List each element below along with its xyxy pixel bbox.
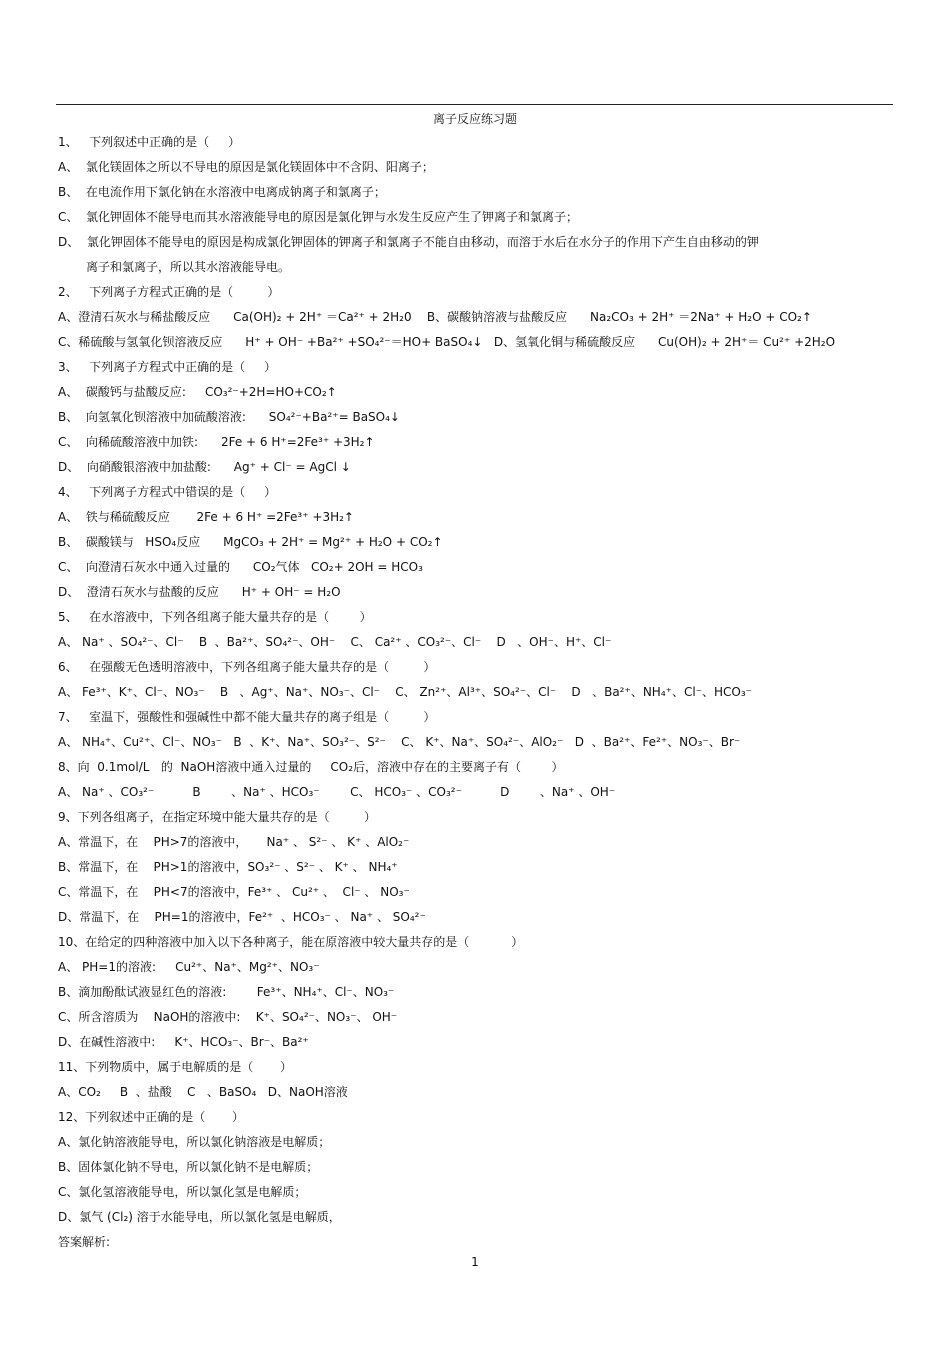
text-line: 7、 室温下，强酸性和强碱性中都不能大量共存的离子组是（ ） [58, 710, 436, 724]
page-number: 1 [471, 1255, 479, 1269]
text-line: 4、 下列离子方程式中错误的是（ ） [58, 485, 277, 499]
text-line: A、 PH=1的溶液: Cu²⁺、Na⁺、Mg²⁺、NO₃⁻ [58, 960, 320, 974]
text-line: 10、在给定的四种溶液中加入以下各种离子，能在原溶液中较大量共存的是（ ） [58, 935, 524, 949]
text-line: 11、下列物质中，属于电解质的是（ ） [58, 1060, 292, 1074]
text-line: A、常温下，在 PH>7的溶液中， Na⁺ 、 S²⁻ 、 K⁺ 、AlO₂⁻ [58, 835, 410, 849]
text-line: 5、 在水溶液中，下列各组离子能大量共存的是（ ） [58, 610, 372, 624]
text-line: D、 向硝酸银溶液中加盐酸: Ag⁺ + Cl⁻ = AgCl ↓ [58, 460, 351, 474]
text-line: A、 Fe³⁺、K⁺、Cl⁻、NO₃⁻ B 、Ag⁺、Na⁺、NO₃⁻、Cl⁻ C、 Zn²⁺、Al³⁺、SO₄²⁻、Cl⁻ D 、Ba²⁺、NH₄⁺、Cl⁻、HCO₃⁻ [58, 685, 753, 699]
text-line: A、 Na⁺ 、CO₃²⁻ B 、Na⁺ 、HCO₃⁻ C、 HCO₃⁻ 、CO₃²⁻ D 、Na⁺ 、OH⁻ [58, 785, 616, 799]
text-line: C、常温下，在 PH<7的溶液中，Fe³⁺ 、 Cu²⁺ 、 Cl⁻ 、 NO₃⁻ [58, 885, 410, 899]
text-line: D、氯气 (Cl₂) 溶于水能导电，所以氯化氢是电解质， [58, 1210, 341, 1224]
text-line: 离子和氯离子，所以其水溶液能导电。 [86, 260, 291, 274]
text-line: D、在碱性溶液中: K⁺、HCO₃⁻、Br⁻、Ba²⁺ [58, 1035, 309, 1049]
text-line: B、 向氢氧化钡溶液中加硫酸溶液: SO₄²⁻+Ba²⁺= BaSO₄↓ [58, 410, 400, 424]
text-line: 答案解析: [58, 1235, 111, 1249]
question-list [58, 132, 908, 1257]
text-line: 2、 下列离子方程式正确的是（ ） [58, 285, 280, 299]
text-line: A、 NH₄⁺、Cu²⁺、Cl⁻、NO₃⁻ B 、K⁺、Na⁺、SO₃²⁻、S²⁻ C、 K⁺、Na⁺、SO₄²⁻、AlO₂⁻ D 、Ba²⁺、Fe²⁺、NO₃⁻、Br⁻ [58, 735, 741, 749]
text-line: B、常温下，在 PH>1的溶液中，SO₃²⁻ 、S²⁻ 、 K⁺ 、 NH₄⁺ [58, 860, 398, 874]
text-line: D、常温下，在 PH=1的溶液中，Fe²⁺ 、HCO₃⁻ 、 Na⁺ 、 SO₄²⁻ [58, 910, 426, 924]
text-line: A、CO₂ B 、盐酸 C 、BaSO₄ D、NaOH溶液 [58, 1085, 348, 1099]
text-line: B、 碳酸镁与 HSO₄反应 MgCO₃ + 2H⁺ = Mg²⁺ + H₂O + CO₂↑ [58, 535, 443, 549]
text-line: 9、下列各组离子，在指定环境中能大量共存的是（ ） [58, 810, 376, 824]
text-line: A、 Na⁺ 、SO₄²⁻、Cl⁻ B 、Ba²⁺、SO₄²⁻、OH⁻ C、 Ca²⁺ 、CO₃²⁻、Cl⁻ D 、OH⁻、H⁺、Cl⁻ [58, 635, 612, 649]
text-line: 1、 下列叙述中正确的是（ ） [58, 135, 241, 149]
text-line: A、澄清石灰水与稀盐酸反应 Ca(OH)₂ + 2H⁺ ＝Ca²⁺ + 2H₂0 B、碳酸钠溶液与盐酸反应 Na₂CO₃ + 2H⁺ ＝2Na⁺ + H₂O + CO₂↑ [58, 310, 812, 324]
text-line: B、固体氯化钠不导电，所以氯化钠不是电解质； [58, 1160, 319, 1174]
text-line: 3、 下列离子方程式中正确的是（ ） [58, 360, 277, 374]
text-line: A、 铁与稀硫酸反应 2Fe + 6 H⁺ =2Fe³⁺ +3H₂↑ [58, 510, 354, 524]
text-line: B、滴加酚酞试液显红色的溶液: Fe³⁺、NH₄⁺、Cl⁻、NO₃⁻ [58, 985, 395, 999]
document-title: 离子反应练习题 [432, 112, 517, 126]
text-line: 6、 在强酸无色透明溶液中，下列各组离子能大量共存的是（ ） [58, 660, 436, 674]
text-line: B、 在电流作用下氯化钠在水溶液中电离成钠离子和氯离子； [58, 185, 386, 199]
text-line: A、 氯化镁固体之所以不导电的原因是氯化镁固体中不含阴、阳离子； [58, 160, 434, 174]
text-line: D、 氯化钾固体不能导电的原因是构成氯化钾固体的钾离子和氯离子不能自由移动，而溶于水后在水分子的作用下产生自由移动的钾 [58, 235, 759, 249]
text-line: 8、向 0.1mol/L 的 NaOH溶液中通入过量的 CO₂后，溶液中存在的主要离子有（ ） [58, 760, 564, 774]
text-line: A、氯化钠溶液能导电，所以氯化钠溶液是电解质； [58, 1135, 331, 1149]
text-line: C、稀硫酸与氢氧化钡溶液反应 H⁺ + OH⁻ +Ba²⁺ +SO₄²⁻＝HO+ BaSO₄↓ D、氢氧化铜与稀硫酸反应 Cu(OH)₂ + 2H⁺＝ Cu²⁺ +2H₂O [58, 335, 836, 349]
header-rule [56, 104, 893, 105]
text-line: A、 碳酸钙与盐酸反应: CO₃²⁻+2H=HO+CO₂↑ [58, 385, 337, 399]
text-line: C、所含溶质为 NaOH的溶液中: K⁺、SO₄²⁻、NO₃⁻、 OH⁻ [58, 1010, 398, 1024]
text-line: C、 氯化钾固体不能导电而其水溶液能导电的原因是氯化钾与水发生反应产生了钾离子和氯离子； [58, 210, 579, 224]
text-line: C、 向稀硫酸溶液中加铁: 2Fe + 6 H⁺=2Fe³⁺ +3H₂↑ [58, 435, 375, 449]
text-line: C、 向澄清石灰水中通入过量的 CO₂气体 CO₂+ 2OH = HCO₃ [58, 560, 423, 574]
text-line: D、 澄清石灰水与盐酸的反应 H⁺ + OH⁻ = H₂O [58, 585, 341, 599]
text-line: C、氯化氢溶液能导电，所以氯化氢是电解质； [58, 1185, 307, 1199]
text-line: 12、下列叙述中正确的是（ ） [58, 1110, 244, 1124]
